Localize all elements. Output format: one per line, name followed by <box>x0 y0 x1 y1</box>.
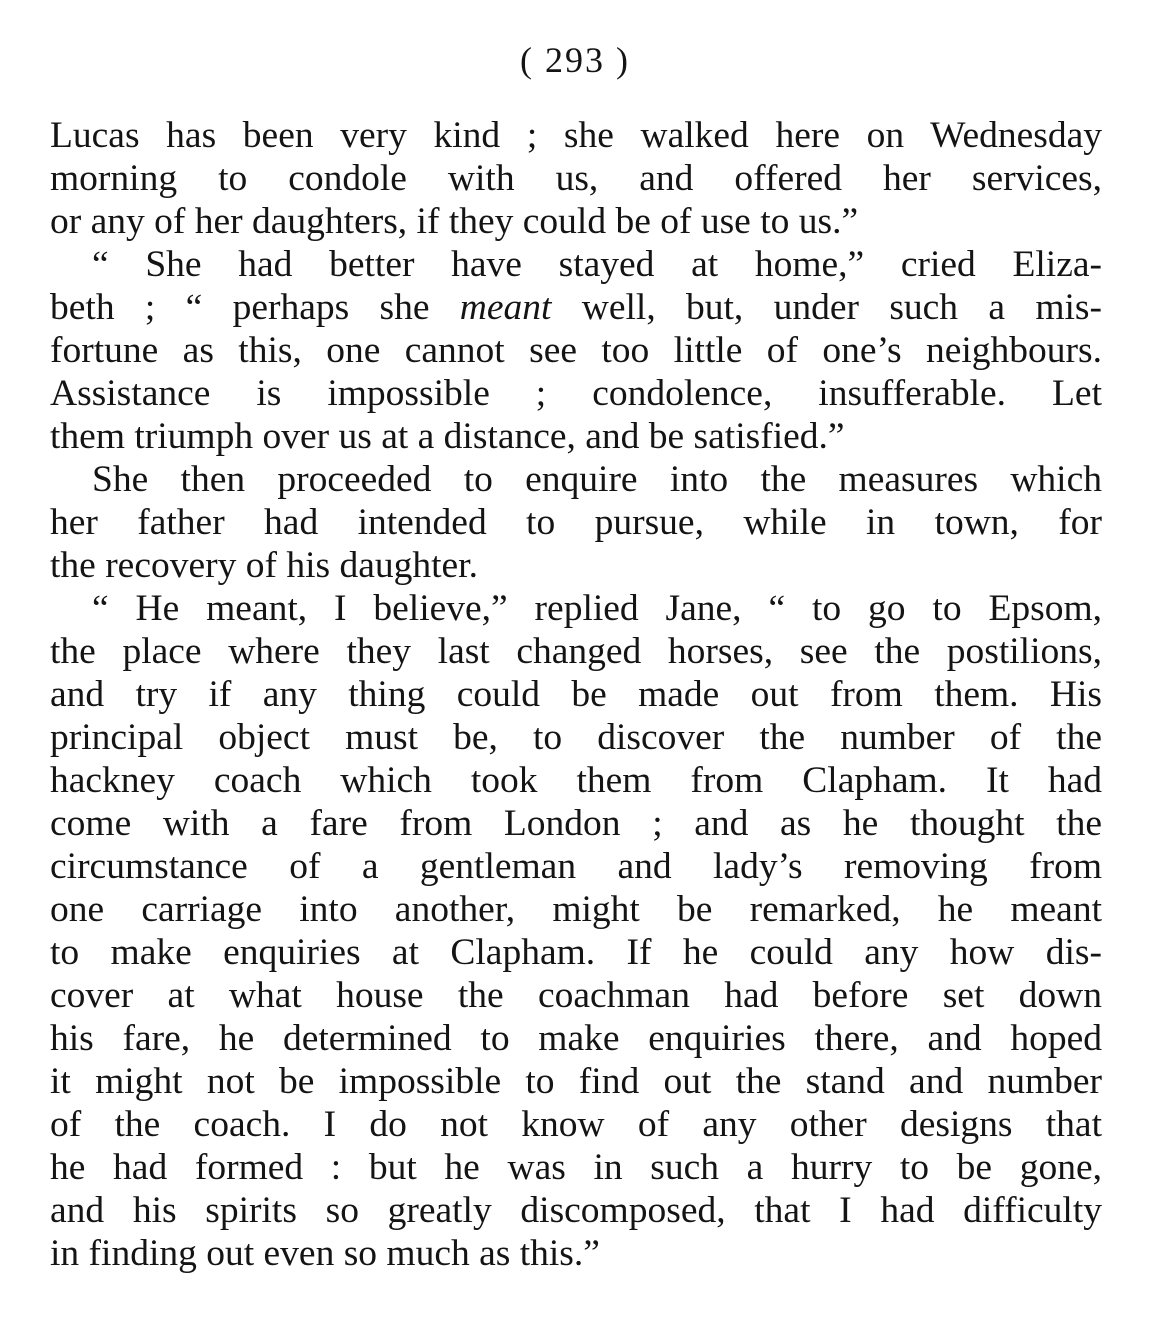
text-line: “ She had better have stayed at home,” cried Eliza- <box>92 244 1102 285</box>
text-line: cover at what house the coachman had before set down <box>50 975 1102 1016</box>
text-line: one carriage into another, might be remarked, he meant <box>50 889 1102 930</box>
page-number: ( 293 ) <box>520 40 630 80</box>
text-line: principal object must be, to discover the number of the <box>50 717 1102 758</box>
text-line: the place where they last changed horses, see the postilions, <box>50 631 1102 672</box>
italic-word: meant <box>459 287 552 328</box>
text-line: of the coach. I do not know of any other designs that <box>50 1104 1102 1145</box>
text-line: the recovery of his daughter. <box>50 545 478 586</box>
text-line <box>50 286 1102 329</box>
text-line: in finding out even so much as this.” <box>50 1233 600 1274</box>
text-line: come with a fare from London ; and as he thought the <box>50 803 1102 844</box>
text-line: circumstance of a gentleman and lady’s removing from <box>50 846 1102 887</box>
text-line: or any of her daughters, if they could be of use to us.” <box>50 201 859 242</box>
text-line: his fare, he determined to make enquiries there, and hoped <box>50 1018 1102 1059</box>
text-line: morning to condole with us, and offered her services, <box>50 158 1102 199</box>
body-text <box>50 114 1102 1275</box>
text-line-part: well, but, under such a mis- <box>551 287 1102 328</box>
text-line: She then proceeded to enquire into the measures which <box>92 459 1102 500</box>
text-line: them triumph over us at a distance, and be satisfied.” <box>50 416 845 457</box>
text-line: Assistance is impossible ; condolence, insufferable. Let <box>50 373 1102 414</box>
text-line: and his spirits so greatly discomposed, that I had difficulty <box>50 1190 1102 1231</box>
text-line: her father had intended to pursue, while in town, for <box>50 502 1102 543</box>
text-line: it might not be impossible to find out the stand and number <box>50 1061 1102 1102</box>
text-line: Lucas has been very kind ; she walked here on Wednesday <box>50 115 1102 156</box>
text-line: “ He meant, I believe,” replied Jane, “ to go to Epsom, <box>92 588 1102 629</box>
text-line-part: beth ; “ perhaps she <box>50 287 460 328</box>
text-line: he had formed : but he was in such a hurry to be gone, <box>50 1147 1102 1188</box>
text-line: and try if any thing could be made out from them. His <box>50 674 1102 715</box>
text-line: to make enquiries at Clapham. If he could any how dis- <box>50 932 1102 973</box>
text-line: fortune as this, one cannot see too little of one’s neighbours. <box>50 330 1102 371</box>
text-line: hackney coach which took them from Clapham. It had <box>50 760 1102 801</box>
